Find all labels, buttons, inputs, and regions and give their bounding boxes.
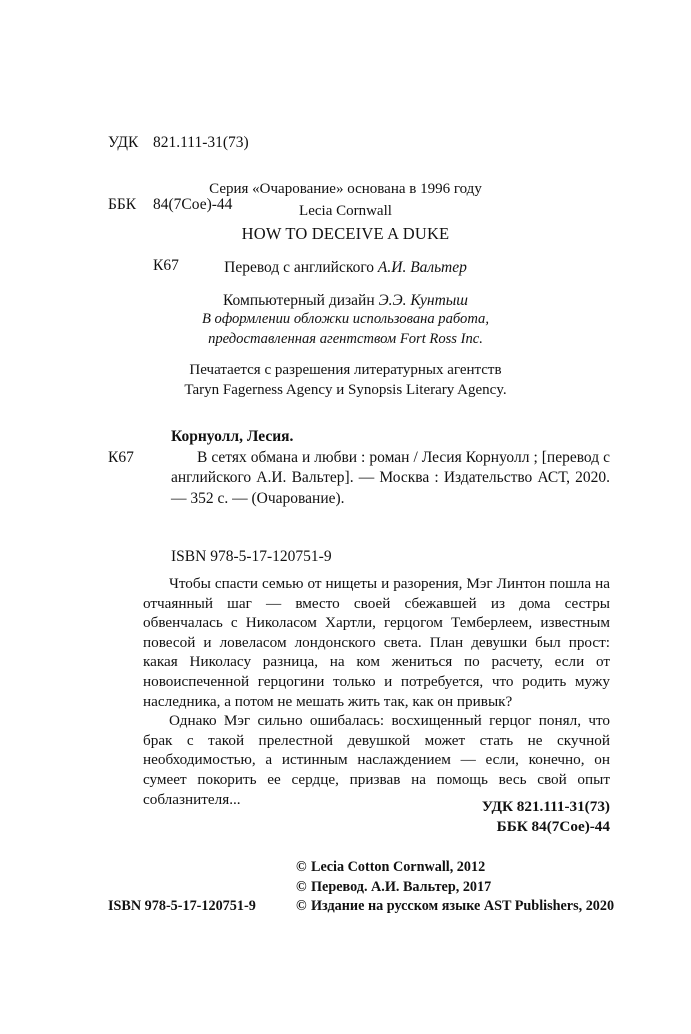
biblio-author-heading: Корнуолл, Лесия.: [171, 428, 294, 445]
permission-notice: [0, 360, 691, 400]
series-title-block: [0, 178, 691, 312]
cover-artwork-credit: [0, 310, 691, 349]
udk-bottom: УДК 821.111-31(73): [481, 798, 610, 815]
permission-line-2: Taryn Fagerness Agency и Synopsis Literary Agency.: [184, 382, 507, 398]
copyright-line-1-text: Lecia Cotton Cornwall, 2012: [311, 859, 486, 875]
shelf-mark-top: К67: [153, 257, 179, 274]
original-author-name: Lecia Cornwall: [299, 203, 392, 219]
cover-credit-line-2: предоставленная агентством Fort Ross Inc.: [208, 330, 483, 347]
annotation-paragraph-1: Чтобы спасти семью от нищеты и разорения, Мэг Линтон пошла на отчаянный шаг — вместо своей сбежавшей из дома сестры обвенчалась с Николасом Хартли, герцогом Темберлеем, известным повесой и ловеласом лондонского света. План девушки был прост: какая Николасу разница, на ком жениться по расчету, если от новоиспеченной герцогини только и потребуется, что родить мужу наследника, а потом не мешать жить так, как он привык?: [143, 575, 610, 710]
copyright-icon: ©: [296, 898, 307, 914]
biblio-shelf-mark: К67: [108, 448, 134, 466]
translation-credit: [0, 257, 691, 279]
design-prefix: Компьютерный дизайн: [222, 292, 379, 309]
translation-prefix: Перевод с английского: [224, 259, 378, 276]
copyright-line-1: [296, 858, 614, 878]
designer-name: Э.Э. Кунтыш: [378, 292, 468, 309]
biblio-description: В сетях обмана и любви : роман / Лесия Корнуолл ; [перевод с английского А.И. Вальтер]. — Москва : Издательство АСТ, 2020. — 352 с. — (Очарование).: [171, 448, 610, 507]
udk-label-top: УДК: [108, 134, 139, 151]
design-credit: [0, 290, 691, 312]
copyright-line-2: [296, 878, 614, 898]
isbn-bottom: ISBN 978-5-17-120751-9: [108, 898, 256, 914]
book-annotation: [143, 574, 610, 809]
copyright-icon: ©: [296, 859, 307, 875]
bbk-label-top: ББК: [108, 195, 137, 213]
classification-codes-bottom: [0, 797, 610, 836]
copyright-line-3-text: Издание на русском языке AST Publishers, 2020: [311, 898, 615, 914]
translator-name: А.И. Вальтер: [377, 259, 467, 276]
original-title: HOW TO DECEIVE A DUKE: [241, 224, 450, 243]
bbk-value-top: 84(7Сое)-44: [153, 195, 233, 213]
bibliographic-record: [108, 427, 610, 509]
copyright-block: [296, 858, 614, 917]
bbk-bottom: ББК 84(7Сое)-44: [496, 817, 610, 835]
copyright-line-2-text: Перевод. А.И. Вальтер, 2017: [311, 878, 492, 895]
udk-row-top: [108, 133, 249, 154]
udk-value-top: 821.111-31(73): [153, 134, 249, 151]
isbn-middle: ISBN 978-5-17-120751-9: [171, 548, 332, 565]
series-line: Серия «Очарование» основана в 1996 году: [209, 181, 482, 197]
annotation-paragraph-2: Однако Мэг сильно ошибалась: восхищенный герцог понял, что брак с такой прелестной девушкой может стать не скучной необходимостью, а истинным наслаждением — если, конечно, он сумеет покорить ее сердце, призвав на помощь весь свой опыт соблазнителя...: [143, 712, 610, 808]
permission-line-1: Печатается с разрешения литературных агентств: [189, 362, 502, 378]
copyright-icon: ©: [296, 878, 307, 895]
copyright-line-3: [296, 897, 614, 917]
cover-credit-line-1: В оформлении обложки использована работа,: [201, 311, 490, 327]
